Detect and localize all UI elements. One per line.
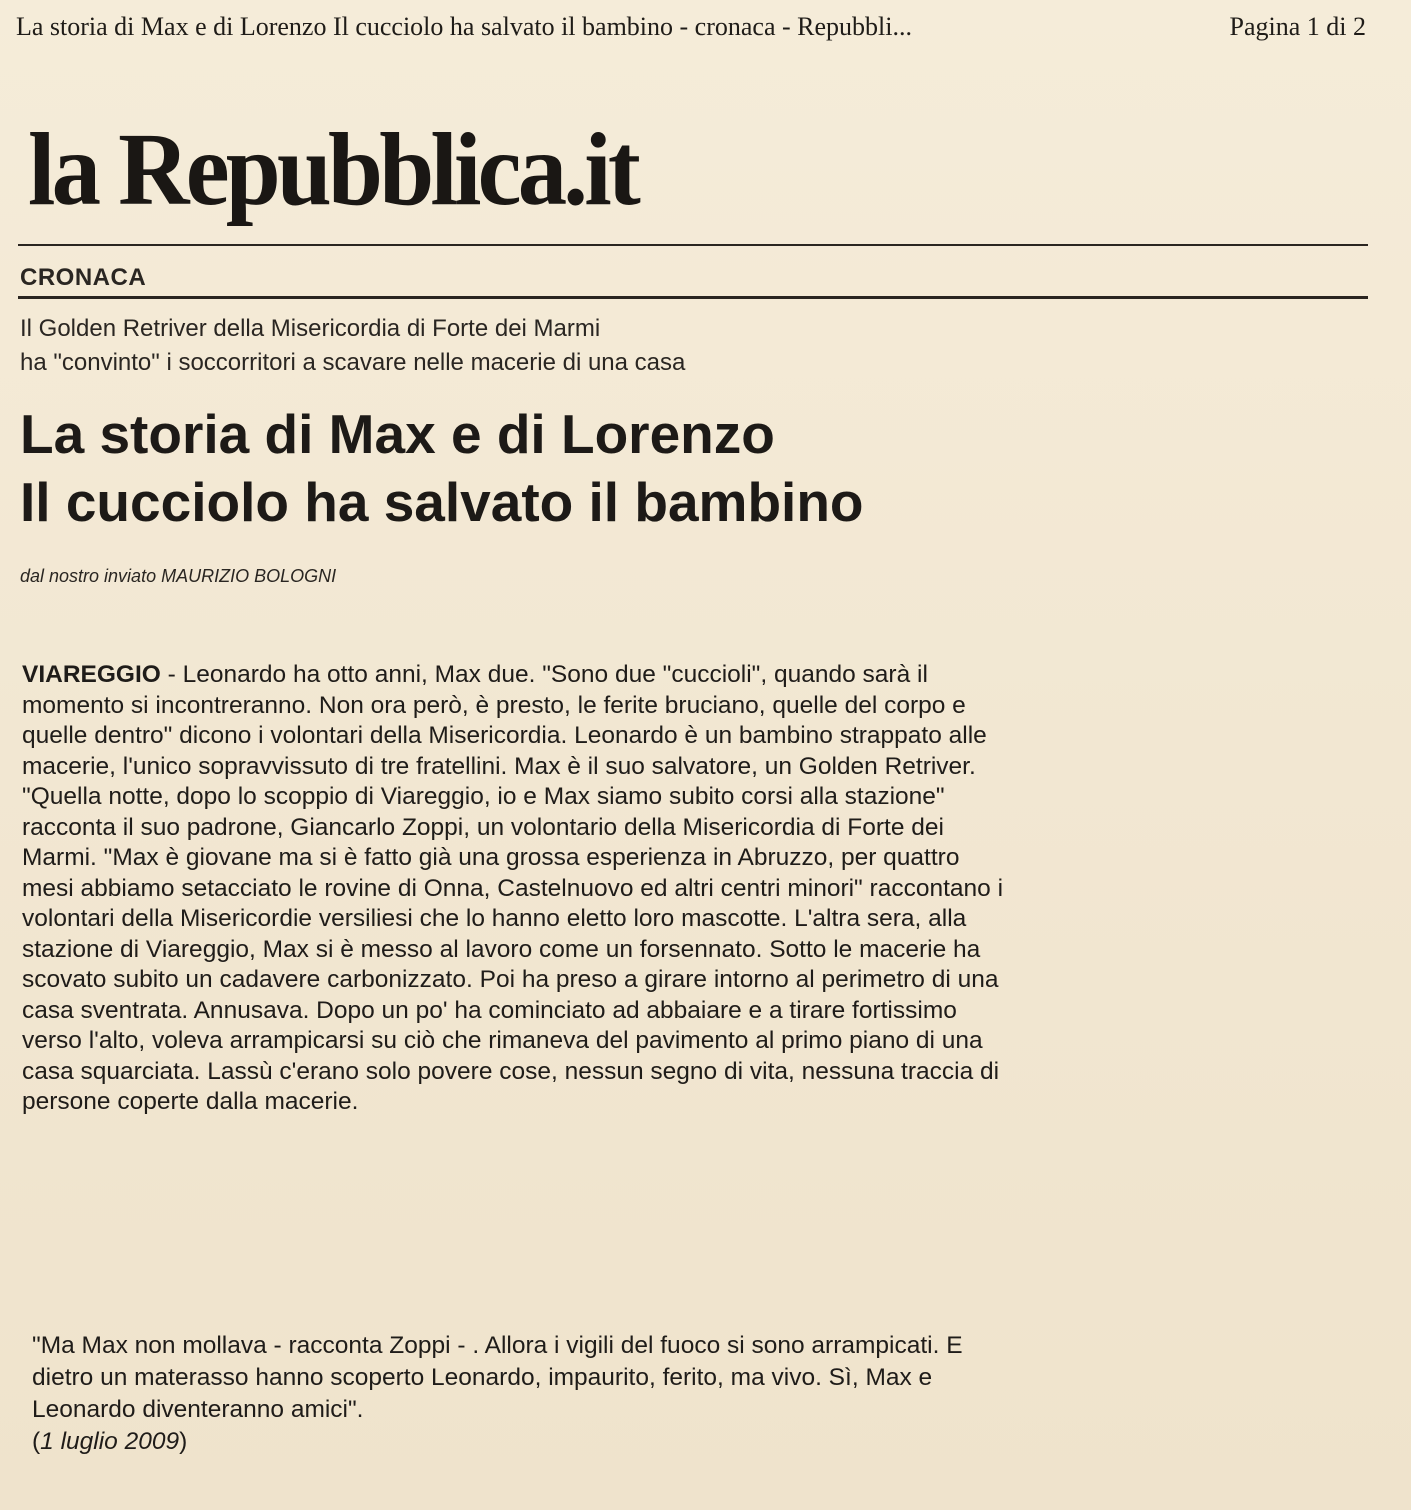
date-text: 1 luglio 2009 (40, 1428, 180, 1455)
kicker (20, 312, 685, 380)
publication-date (32, 1426, 1352, 1458)
date-paren-open: ( (32, 1428, 41, 1455)
print-header-page-number: Pagina 1 di 2 (1229, 12, 1366, 41)
closing-line: Leonardo diventeranno amici". (32, 1396, 364, 1423)
article-line: Marmi. "Max è giovane ma si è fatto già una grossa esperienza in Abruzzo, per quattro (22, 844, 960, 871)
headline-line: Il cucciolo ha salvato il bambino (20, 471, 864, 533)
logo-divider (18, 244, 1368, 246)
article-line: quelle dentro" dicono i volontari della Misericordia. Leonardo è un bambino strappato alle (22, 722, 987, 749)
closing-line: dietro un materasso hanno scoperto Leonardo, impaurito, ferito, ma vivo. Sì, Max e (32, 1364, 933, 1391)
byline: dal nostro inviato MAURIZIO BOLOGNI (20, 566, 337, 586)
article-line: macerie, l'unico sopravvissuto di tre fratellini. Max è il suo salvatore, un Golden Retriver. (22, 752, 976, 780)
dateline: VIAREGGIO (22, 661, 161, 688)
section-divider (18, 296, 1368, 299)
closing-line: "Ma Max non mollava - racconta Zoppi - . Allora i vigili del fuoco si sono arrampicati. E (32, 1332, 963, 1359)
article-line: volontari della Misericordie versiliesi che lo hanno eletto loro mascotte. L'altra sera, alla (22, 905, 967, 932)
article-line: persone coperte dalla macerie. (22, 1088, 359, 1115)
article-line: scovato subito un cadavere carbonizzato. Poi ha preso a girare intorno al perimetro di una (22, 966, 999, 993)
article-line: "Quella notte, dopo lo scoppio di Viareggio, io e Max siamo subito corsi alla stazione" (22, 783, 945, 810)
article-line: casa sventrata. Annusava. Dopo un po' ha cominciato ad abbaiare e a tirare fortissimo (22, 996, 957, 1024)
headline-line: La storia di Max e di Lorenzo (20, 403, 775, 465)
print-header-title: La storia di Max e di Lorenzo Il cucciolo ha salvato il bambino - cronaca - Repubbli... (16, 12, 912, 41)
date-paren-close: ) (179, 1428, 188, 1455)
headline (20, 400, 864, 536)
kicker-line: Il Golden Retriver della Misericordia di Forte dei Marmi (20, 315, 601, 342)
article-line: verso l'alto, voleva arrampicarsi su ciò che rimaneva del pavimento al primo piano di una (22, 1027, 983, 1054)
article-body (22, 660, 1367, 1118)
article-closing (32, 1330, 1352, 1458)
kicker-line: ha "convinto" i soccorritori a scavare nelle macerie di una casa (20, 349, 686, 376)
article-line (22, 660, 1367, 691)
article-line: stazione di Viareggio, Max si è messo al lavoro come un forsennato. Sotto le macerie ha (22, 935, 981, 963)
section-label: CRONACA (20, 264, 147, 291)
article-line: casa squarciata. Lassù c'erano solo povere cose, nessun segno di vita, nessuna traccia di (22, 1057, 1000, 1085)
repubblica-logo: la Repubblica.it (28, 112, 637, 227)
article-line: racconta il suo padrone, Giancarlo Zoppi, un volontario della Misericordia di Forte dei (22, 813, 944, 841)
article-first-line-text: - Leonardo ha otto anni, Max due. "Sono due "cuccioli", quando sarà il (160, 661, 928, 688)
article-line: momento si incontreranno. Non ora però, è presto, le ferite bruciano, quelle del corpo e (22, 691, 966, 719)
article-line: mesi abbiamo setacciato le rovine di Onna, Castelnuovo ed altri centri minori" raccontano i (22, 874, 1004, 902)
